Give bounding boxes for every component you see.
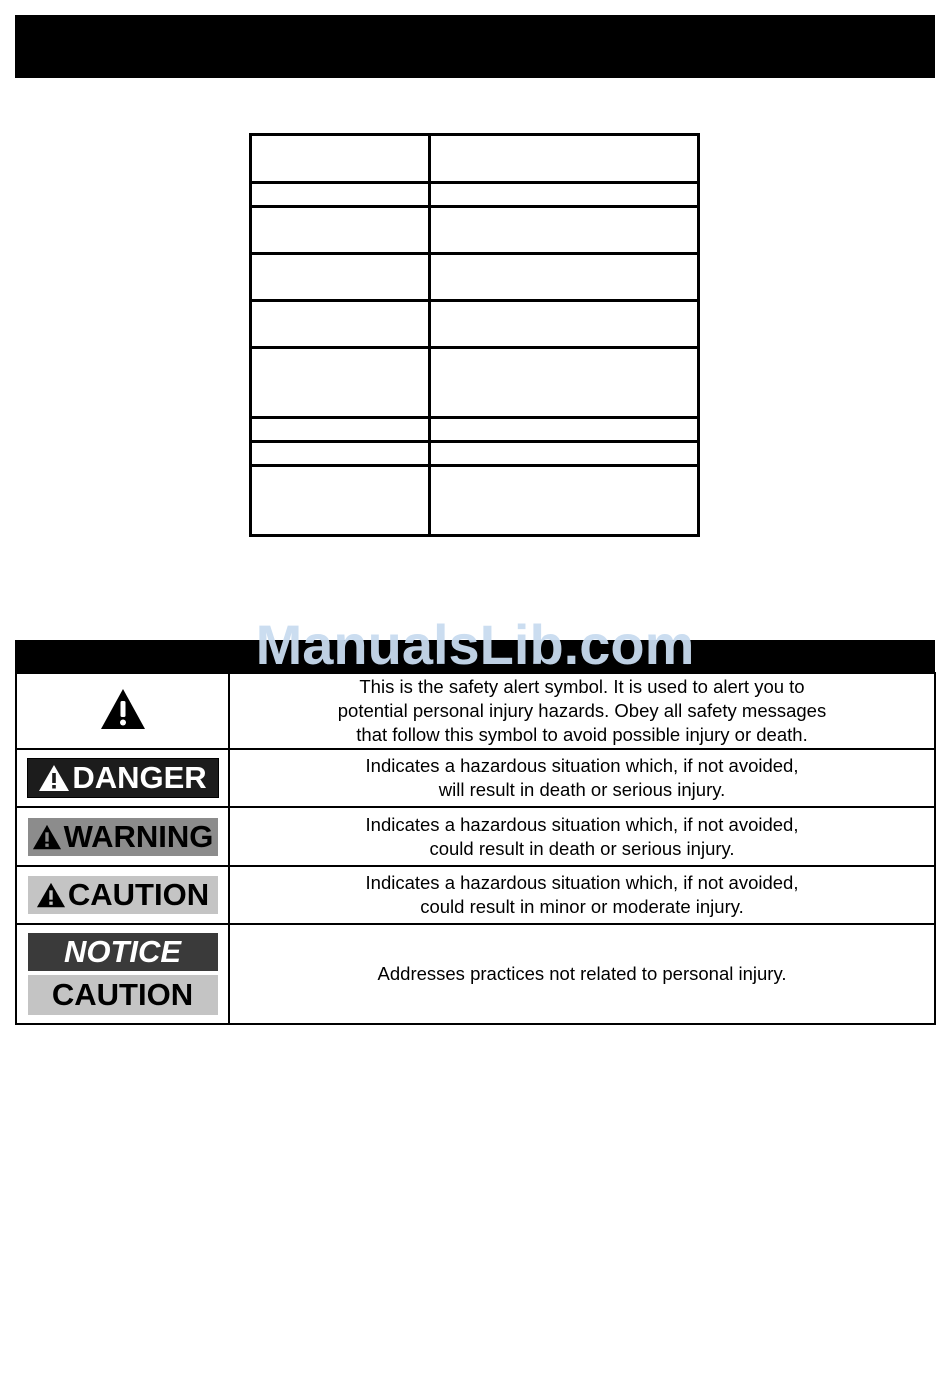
- table-row: [251, 466, 699, 536]
- table-row: [16, 924, 935, 1024]
- table-row: [251, 418, 699, 442]
- warning-badge: WARNING: [28, 818, 218, 856]
- safety-section-header-bar: [15, 640, 935, 672]
- table-row: [251, 135, 699, 183]
- caution-badge: CAUTION: [28, 975, 218, 1015]
- danger-badge: DANGER: [27, 758, 219, 798]
- caution-badge: CAUTION: [28, 876, 218, 914]
- table-row: [16, 807, 935, 866]
- symbol-cell: [16, 924, 229, 1024]
- symbol-cell: [16, 807, 229, 866]
- table-row: [251, 348, 699, 418]
- notice-badge: NOTICE: [28, 933, 218, 971]
- table-row: [251, 207, 699, 254]
- warning-triangle-icon: [38, 764, 70, 792]
- table-row: [251, 254, 699, 301]
- description-cell: Indicates a hazardous situation which, if not avoided, could result in minor or moderate injury.: [229, 866, 935, 924]
- table-row: [16, 866, 935, 924]
- symbol-cell: [16, 749, 229, 807]
- specifications-table: [249, 133, 700, 537]
- symbol-cell: [16, 673, 229, 749]
- warning-triangle-icon: [36, 881, 66, 909]
- description-cell: This is the safety alert symbol. It is used to alert you to potential personal injury hazards. Obey all safety messages that follow this symbol to avoid possible injury or death.: [229, 673, 935, 749]
- watermark: ManualsLib.com: [255, 613, 695, 676]
- table-row: [16, 673, 935, 749]
- header-bar: [15, 15, 935, 78]
- table-row: [251, 442, 699, 466]
- table-row: [251, 301, 699, 348]
- warning-triangle-icon: [99, 687, 147, 731]
- warning-triangle-icon: [32, 823, 62, 851]
- safety-signal-words-table: [15, 672, 936, 1025]
- description-cell: Indicates a hazardous situation which, if not avoided, will result in death or serious injury.: [229, 749, 935, 807]
- table-row: [16, 749, 935, 807]
- table-row: [251, 183, 699, 207]
- symbol-cell: [16, 866, 229, 924]
- description-cell: Addresses practices not related to personal injury.: [229, 924, 935, 1024]
- description-cell: Indicates a hazardous situation which, if not avoided, could result in death or serious injury.: [229, 807, 935, 866]
